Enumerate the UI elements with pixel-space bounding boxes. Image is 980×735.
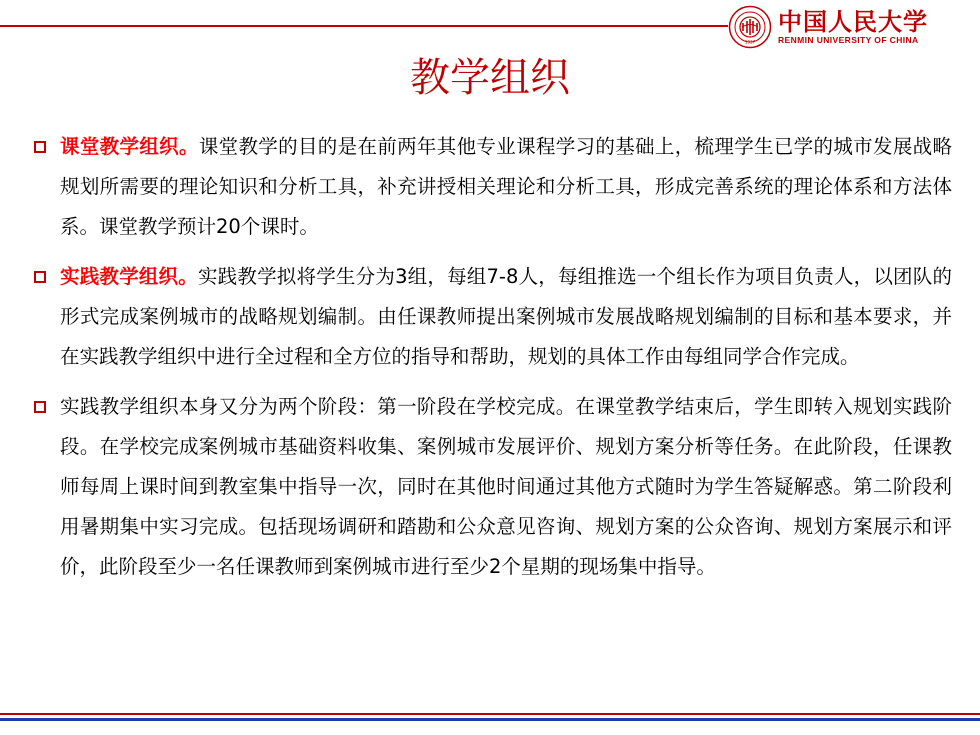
- list-item: [32, 387, 952, 587]
- list-item: [32, 127, 952, 247]
- footer-rule-blue: [0, 718, 980, 721]
- bullet-list: [32, 127, 952, 597]
- square-bullet-icon: [34, 141, 46, 153]
- university-logo: [728, 4, 928, 50]
- page-title: 教学组织: [410, 55, 570, 101]
- item-lead: 课堂教学组织。: [60, 135, 199, 158]
- seal-year: 1937: [744, 39, 756, 45]
- item-text: 实践教学组织本身又分为两个阶段：第一阶段在学校完成。在课堂教学结束后，学生即转入规划实践阶段。在学校完成案例城市基础资料收集、案例城市发展评价、规划方案分析等任务。在此阶段，任课教师每周上课时间到教室集中指导一次，同时在其他时间通过其他方式随时为学生答疑解惑。第二阶段利用暑期集中实习完成。包括现场调研和踏勘和公众意见咨询、规划方案的公众咨询、规划方案展示和评价，此阶段至少一名任课教师到案例城市进行至少2个星期的现场集中指导。: [60, 395, 952, 578]
- square-bullet-icon: [34, 271, 46, 283]
- item-lead: 实践教学组织。: [60, 265, 198, 288]
- item-paragraph: [60, 257, 952, 377]
- item-text: 课堂教学的目的是在前两年其他专业课程学习的基础上，梳理学生已学的城市发展战略规划所需要的理论知识和分析工具，补充讲授相关理论和分析工具，形成完善系统的理论体系和方法体系。课堂教学预计20个课时。: [60, 135, 952, 238]
- university-seal-icon: [728, 5, 772, 49]
- footer-rule-red: [0, 713, 980, 715]
- list-item: [32, 257, 952, 377]
- item-paragraph: [60, 387, 952, 587]
- logo-english-name: RENMIN UNIVERSITY OF CHINA: [778, 35, 919, 45]
- square-bullet-icon: [34, 401, 46, 413]
- header-rule: [0, 25, 728, 27]
- logo-chinese-name: 中国人民大学: [778, 7, 928, 36]
- item-text: 实践教学拟将学生分为3组，每组7-8人，每组推选一个组长作为项目负责人，以团队的形式完成案例城市的战略规划编制。由任课教师提出案例城市发展战略规划编制的目标和基本要求，并在实践教学组织中进行全过程和全方位的指导和帮助，规划的具体工作由每组同学合作完成。: [60, 265, 952, 368]
- item-paragraph: [60, 127, 952, 247]
